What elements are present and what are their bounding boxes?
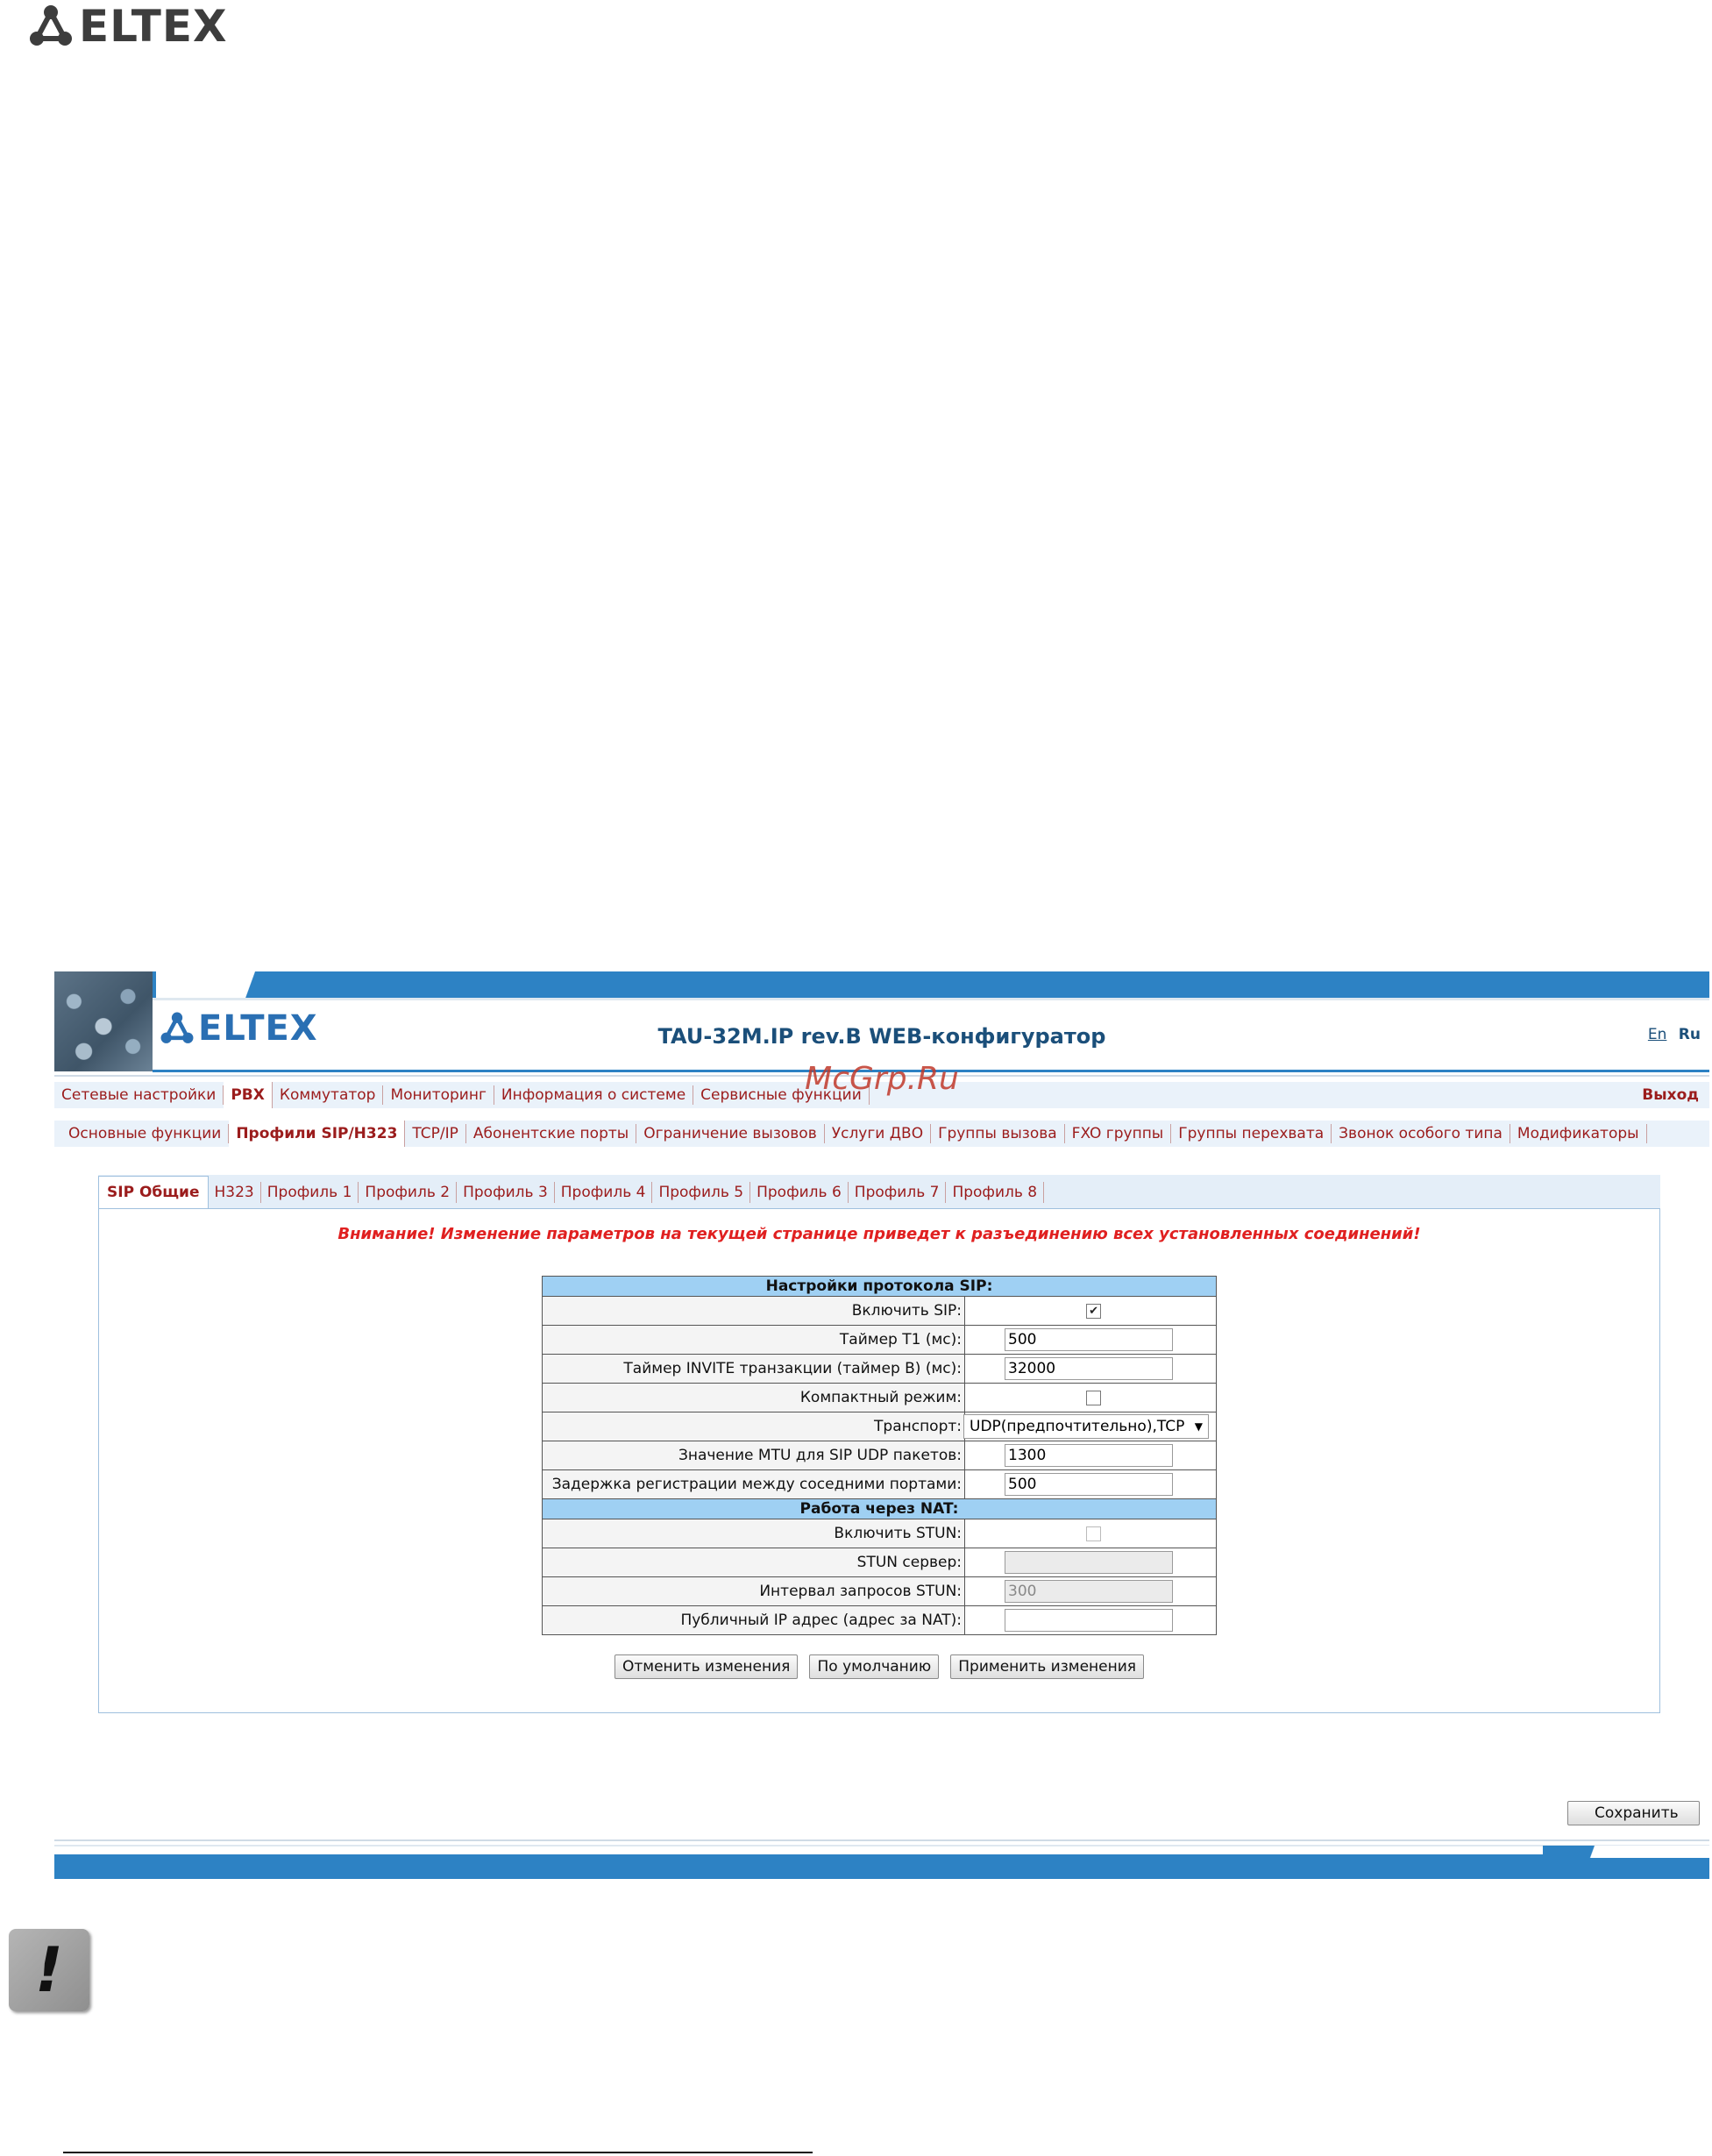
submenu-supplementary-services[interactable]: Услуги ДВО (825, 1124, 931, 1143)
menu-pbx[interactable]: PBX (224, 1082, 273, 1108)
header-divider-light (54, 1075, 1709, 1077)
web-configurator (54, 971, 1709, 1743)
submenu-fxo-groups[interactable]: FXO группы (1065, 1124, 1172, 1143)
submenu-sip-h323-profiles[interactable]: Профили SIP/H323 (229, 1121, 405, 1147)
mtu-label: Значение MTU для SIP UDP пакетов: (543, 1441, 965, 1470)
header-logo-text: ELTEX (198, 1008, 318, 1049)
cancel-changes-button[interactable]: Отменить изменения (614, 1654, 798, 1679)
submenu-distinctive-ring[interactable]: Звонок особого типа (1332, 1124, 1510, 1143)
menu-network-settings[interactable]: Сетевые настройки (54, 1085, 224, 1105)
compact-mode-checkbox[interactable] (1086, 1391, 1101, 1405)
page-title: TAU-32M.IP rev.B WEB-конфигуратор (657, 1024, 1106, 1049)
enable-sip-checkbox[interactable]: ✔ (1086, 1304, 1101, 1319)
tab-sip-general[interactable]: SIP Общие (98, 1176, 209, 1208)
timer-t1-label: Таймер T1 (мс): (543, 1326, 965, 1355)
lang-ru-link[interactable]: Ru (1678, 1026, 1701, 1043)
compact-mode-label: Компактный режим: (543, 1384, 965, 1412)
tab-profile-7[interactable]: Профиль 7 (849, 1182, 947, 1203)
transport-selected-value: UDP(предпочтительно),TCP (970, 1418, 1185, 1435)
dropdown-arrow-icon: ▼ (1194, 1420, 1204, 1433)
eltex-logo-icon (28, 4, 74, 49)
footnote-divider (63, 2152, 813, 2153)
submenu-tcp-ip[interactable]: TCP/IP (405, 1124, 466, 1143)
sip-general-panel (98, 1208, 1660, 1713)
transport-label: Транспорт: (543, 1412, 965, 1441)
stun-server-input[interactable] (1005, 1551, 1173, 1574)
enable-sip-label: Включить SIP: (543, 1297, 965, 1326)
save-button[interactable]: Сохранить (1567, 1801, 1700, 1825)
sip-section-title: Настройки протокола SIP: (543, 1277, 1217, 1297)
enable-stun-label: Включить STUN: (543, 1519, 965, 1548)
submenu-basic-functions[interactable]: Основные функции (61, 1124, 229, 1143)
tab-h323[interactable]: H323 (209, 1182, 261, 1203)
menu-monitoring[interactable]: Мониторинг (383, 1085, 494, 1105)
submenu-modifiers[interactable]: Модификаторы (1510, 1124, 1647, 1143)
language-switch (1648, 1026, 1701, 1043)
submenu-call-restrictions[interactable]: Ограничение вызовов (636, 1124, 825, 1143)
enable-stun-checkbox[interactable] (1086, 1526, 1101, 1541)
header-photo (54, 971, 153, 1071)
mtu-input[interactable] (1005, 1444, 1173, 1467)
nat-section-title: Работа через NAT: (543, 1499, 1217, 1519)
page-logo (28, 0, 228, 53)
submenu-pickup-groups[interactable]: Группы перехвата (1171, 1124, 1332, 1143)
warning-message: Внимание! Изменение параметров на текущей странице приведет к разъединению всех установленных соединений! (337, 1225, 1421, 1243)
registration-delay-input[interactable] (1005, 1473, 1173, 1496)
header-divider (153, 1070, 1709, 1072)
timer-invite-label: Таймер INVITE транзакции (таймер B) (мс): (543, 1355, 965, 1384)
pbx-submenu (54, 1121, 1709, 1147)
tab-profile-6[interactable]: Профиль 6 (750, 1182, 849, 1203)
timer-invite-input[interactable] (1005, 1357, 1173, 1380)
registration-delay-label: Задержка регистрации между соседними портами: (543, 1470, 965, 1499)
page-logo-text: ELTEX (79, 1, 228, 52)
header-top-bar (54, 971, 1709, 998)
profile-tabs (98, 1175, 1660, 1208)
main-menu (54, 1082, 1709, 1108)
public-ip-label: Публичный IP адрес (адрес за NAT): (543, 1606, 965, 1635)
sip-settings-table (542, 1276, 1217, 1635)
footer-bar (54, 1854, 1709, 1879)
tab-profile-4[interactable]: Профиль 4 (555, 1182, 653, 1203)
stun-interval-label: Интервал запросов STUN: (543, 1577, 965, 1606)
timer-t1-input[interactable] (1005, 1328, 1173, 1351)
stun-server-label: STUN сервер: (543, 1548, 965, 1577)
public-ip-input[interactable] (1005, 1609, 1173, 1632)
tab-profile-2[interactable]: Профиль 2 (359, 1182, 457, 1203)
lang-en-link[interactable]: En (1647, 1026, 1667, 1043)
default-button[interactable]: По умолчанию (809, 1654, 939, 1679)
tab-profile-3[interactable]: Профиль 3 (457, 1182, 555, 1203)
content-area (98, 1175, 1660, 1713)
menu-switch[interactable]: Коммутатор (273, 1085, 384, 1105)
submenu-call-groups[interactable]: Группы вызова (931, 1124, 1065, 1143)
submenu-subscriber-ports[interactable]: Абонентские порты (466, 1124, 636, 1143)
apply-changes-button[interactable]: Применить изменения (950, 1654, 1144, 1679)
menu-system-info[interactable]: Информация о системе (494, 1085, 693, 1105)
stun-interval-input[interactable] (1005, 1580, 1173, 1603)
tab-profile-1[interactable]: Профиль 1 (261, 1182, 359, 1203)
watermark: McGrp.Ru (805, 1061, 959, 1097)
transport-select[interactable] (963, 1414, 1209, 1439)
tab-profile-5[interactable]: Профиль 5 (652, 1182, 750, 1203)
logout-link[interactable]: Выход (1642, 1086, 1699, 1104)
footer-divider (54, 1839, 1709, 1841)
footer-divider-light (54, 1845, 1709, 1846)
form-buttons (99, 1654, 1659, 1679)
exclamation-icon: ! (9, 1929, 89, 2011)
menu-service-functions[interactable]: Сервисные функции (693, 1085, 870, 1105)
tab-profile-8[interactable]: Профиль 8 (946, 1182, 1044, 1203)
